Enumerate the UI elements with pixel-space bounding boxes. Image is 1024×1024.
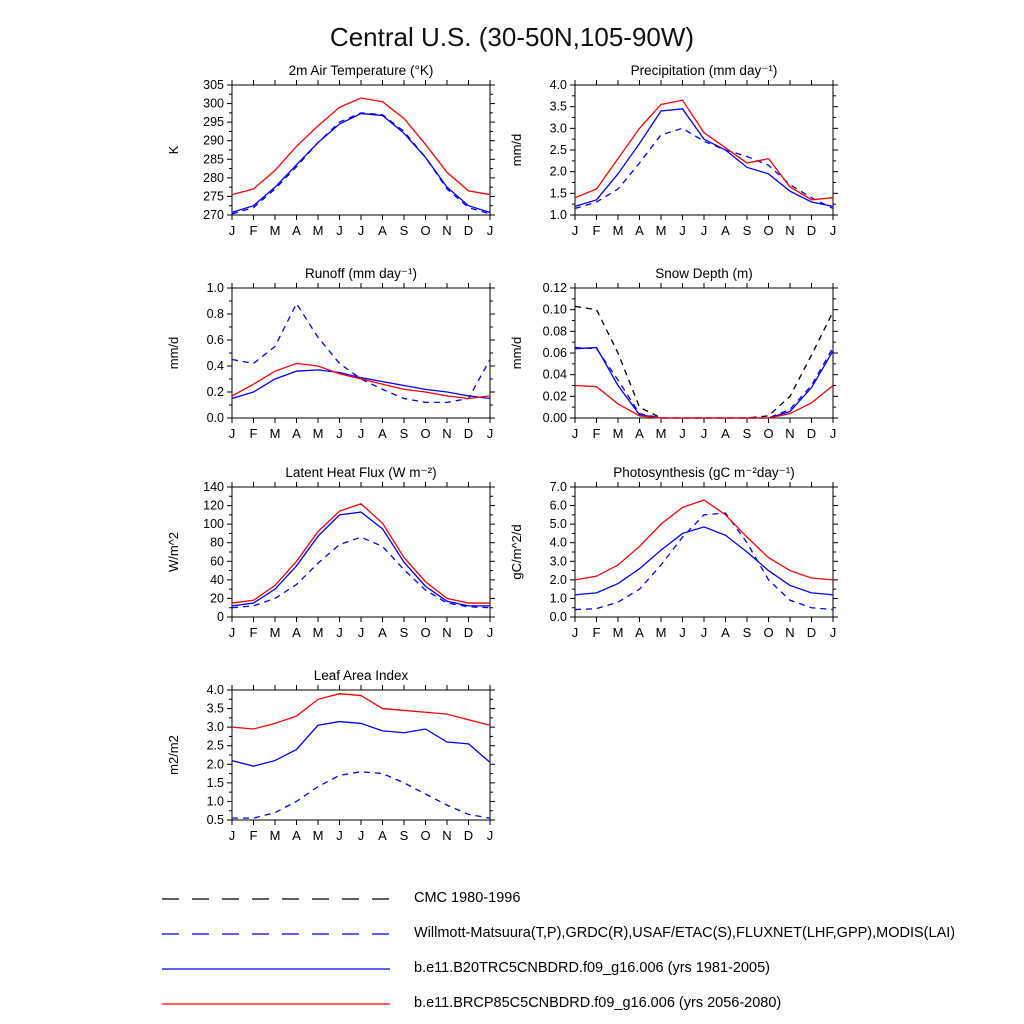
series-model-historical [232, 722, 490, 767]
legend [160, 880, 955, 1020]
svg-text:A: A [721, 223, 730, 238]
svg-text:F: F [592, 625, 601, 640]
svg-text:A: A [292, 828, 301, 843]
svg-text:A: A [378, 223, 387, 238]
legend-line-sample [160, 893, 392, 905]
svg-text:4.0: 4.0 [549, 535, 567, 550]
plot-frame [232, 85, 490, 215]
svg-text:N: N [442, 426, 452, 441]
plot-frame [575, 288, 833, 418]
svg-text:J: J [829, 426, 837, 441]
svg-text:3.0: 3.0 [549, 554, 567, 569]
plot-frame [575, 85, 833, 215]
svg-text:O: O [763, 223, 774, 238]
svg-text:D: D [806, 426, 817, 441]
svg-text:275: 275 [203, 189, 224, 204]
svg-text:M: M [312, 426, 324, 441]
series-model-rcp85 [575, 386, 833, 419]
svg-text:J: J [228, 223, 236, 238]
svg-text:0.0: 0.0 [549, 610, 567, 624]
svg-text:M: M [612, 625, 624, 640]
svg-text:J: J [228, 426, 236, 441]
svg-text:F: F [249, 828, 258, 843]
y-axis-label: mm/d [509, 133, 524, 167]
svg-text:1.0: 1.0 [549, 208, 567, 222]
chart-title: 2m Air Temperature (°K) [288, 63, 434, 78]
svg-text:J: J [357, 223, 365, 238]
svg-text:280: 280 [203, 170, 224, 185]
y-axis [550, 480, 838, 624]
svg-text:M: M [269, 426, 281, 441]
svg-text:F: F [249, 625, 258, 640]
svg-text:60: 60 [210, 554, 224, 569]
svg-text:S: S [742, 625, 752, 640]
svg-text:A: A [292, 625, 301, 640]
svg-text:4.0: 4.0 [206, 683, 224, 697]
air-temperature-canvas [164, 61, 506, 247]
series-obs-products [232, 304, 490, 403]
svg-text:F: F [592, 223, 601, 238]
plot-frame [232, 690, 490, 820]
svg-text:M: M [312, 625, 324, 640]
svg-text:O: O [420, 426, 431, 441]
svg-text:3.5: 3.5 [549, 99, 567, 114]
legend-label-historical: b.e11.B20TRC5CNBDRD.f09_g16.006 (yrs 1981-2005) [414, 959, 770, 976]
x-axis [572, 283, 837, 441]
svg-text:3.0: 3.0 [206, 720, 224, 735]
svg-text:J: J [336, 426, 343, 441]
svg-text:J: J [357, 426, 365, 441]
y-axis-label: mm/d [509, 336, 524, 370]
legend-line-sample [160, 963, 392, 975]
chart-latent-heat-flux [164, 463, 506, 649]
y-axis-label: gC/m^2/d [509, 524, 524, 580]
y-axis-label: K [166, 145, 181, 155]
svg-text:270: 270 [203, 208, 224, 222]
svg-text:2.0: 2.0 [549, 572, 567, 587]
x-axis [572, 482, 837, 640]
svg-text:J: J [679, 223, 686, 238]
svg-text:2.0: 2.0 [206, 757, 224, 772]
svg-text:F: F [592, 426, 601, 441]
svg-text:A: A [721, 625, 730, 640]
chart-snow-depth [507, 264, 849, 450]
chart-leaf-area-index [164, 666, 506, 852]
plot-frame [232, 487, 490, 617]
svg-text:M: M [269, 223, 281, 238]
x-axis [229, 482, 494, 640]
chart-title: Runoff (mm day⁻¹) [305, 266, 417, 281]
x-axis [229, 80, 494, 238]
svg-text:J: J [357, 625, 365, 640]
svg-text:J: J [571, 426, 579, 441]
svg-text:0: 0 [217, 610, 224, 624]
svg-text:N: N [442, 625, 452, 640]
svg-text:O: O [420, 223, 431, 238]
svg-text:N: N [785, 426, 795, 441]
chart-title: Leaf Area Index [313, 668, 409, 683]
svg-text:O: O [420, 625, 431, 640]
svg-text:1.0: 1.0 [206, 794, 224, 809]
latent-heat-flux-canvas [164, 463, 506, 649]
svg-text:140: 140 [203, 480, 224, 494]
svg-text:J: J [679, 426, 686, 441]
chart-title: Photosynthesis (gC m⁻²day⁻¹) [613, 465, 795, 480]
svg-text:J: J [829, 223, 837, 238]
svg-text:0.06: 0.06 [542, 346, 567, 360]
svg-text:A: A [292, 426, 301, 441]
series-model-rcp85 [575, 500, 833, 580]
svg-text:D: D [463, 828, 474, 843]
svg-text:J: J [571, 625, 579, 640]
runoff-canvas [164, 264, 506, 450]
x-axis [229, 685, 494, 843]
svg-text:D: D [463, 426, 474, 441]
svg-text:J: J [571, 223, 579, 238]
series-model-rcp85 [575, 100, 833, 200]
svg-text:3.5: 3.5 [206, 701, 224, 716]
photosynthesis-canvas [507, 463, 849, 649]
y-axis [207, 281, 495, 425]
x-axis [229, 283, 494, 441]
svg-text:5.0: 5.0 [549, 517, 567, 532]
svg-text:2.5: 2.5 [549, 143, 567, 157]
y-axis [203, 78, 495, 222]
y-axis-label: m2/m2 [166, 735, 181, 775]
svg-text:20: 20 [210, 591, 224, 606]
svg-text:J: J [228, 625, 236, 640]
legend-line-sample [160, 928, 392, 940]
legend-line-historical [160, 962, 392, 974]
snow-depth-canvas [507, 264, 849, 450]
svg-text:120: 120 [203, 498, 224, 513]
svg-text:4.0: 4.0 [549, 78, 567, 92]
chart-precipitation [507, 61, 849, 247]
legend-line-rcp85 [160, 997, 392, 1009]
legend-line-obs [160, 927, 392, 939]
svg-text:D: D [806, 223, 817, 238]
svg-text:O: O [763, 426, 774, 441]
legend-row-cmc [160, 880, 955, 915]
svg-text:M: M [269, 625, 281, 640]
svg-text:J: J [486, 828, 494, 843]
svg-text:J: J [336, 828, 343, 843]
svg-text:1.5: 1.5 [206, 775, 224, 790]
y-axis-label: W/m^2 [166, 531, 181, 573]
svg-text:1.5: 1.5 [549, 186, 567, 201]
svg-text:J: J [486, 625, 494, 640]
chart-runoff [164, 264, 506, 450]
svg-text:M: M [655, 625, 667, 640]
svg-text:0.04: 0.04 [542, 367, 567, 382]
svg-text:S: S [742, 426, 752, 441]
svg-text:0.00: 0.00 [542, 411, 567, 425]
series-model-historical [575, 109, 833, 207]
svg-text:0.2: 0.2 [206, 385, 224, 399]
svg-text:N: N [785, 223, 795, 238]
chart-title: Snow Depth (m) [655, 266, 753, 281]
plot-frame [575, 487, 833, 617]
svg-text:M: M [612, 426, 624, 441]
svg-text:3.0: 3.0 [549, 121, 567, 136]
series-obs-products [232, 537, 490, 608]
legend-row-rcp85 [160, 985, 955, 1020]
svg-text:7.0: 7.0 [549, 480, 567, 494]
svg-text:2.5: 2.5 [206, 738, 224, 753]
svg-text:M: M [612, 223, 624, 238]
svg-text:A: A [635, 223, 644, 238]
svg-text:0.5: 0.5 [206, 813, 224, 827]
svg-text:N: N [442, 223, 452, 238]
svg-text:J: J [228, 828, 236, 843]
svg-text:F: F [249, 223, 258, 238]
legend-row-historical [160, 950, 955, 985]
svg-text:N: N [442, 828, 452, 843]
svg-text:300: 300 [203, 96, 224, 111]
svg-text:J: J [357, 828, 365, 843]
svg-text:J: J [336, 625, 343, 640]
svg-text:A: A [635, 426, 644, 441]
chart-title: Latent Heat Flux (W m⁻²) [285, 465, 437, 480]
svg-text:0.8: 0.8 [206, 307, 224, 321]
series-model-historical [232, 114, 490, 213]
y-axis [543, 281, 838, 425]
svg-text:O: O [420, 828, 431, 843]
svg-text:S: S [399, 625, 409, 640]
svg-text:A: A [292, 223, 301, 238]
legend-label-cmc: CMC 1980-1996 [414, 889, 521, 906]
svg-text:D: D [806, 625, 817, 640]
legend-label-obs: Willmott-Matsuura(T,P),GRDC(R),USAF/ETAC(S),FLUXNET(LHF,GPP),MODIS(LAI) [414, 924, 956, 941]
svg-text:O: O [763, 625, 774, 640]
precipitation-canvas [507, 61, 849, 247]
y-axis [207, 683, 495, 827]
svg-text:A: A [378, 828, 387, 843]
series-model-historical [575, 348, 833, 418]
svg-text:A: A [378, 625, 387, 640]
svg-text:S: S [399, 223, 409, 238]
svg-text:M: M [269, 828, 281, 843]
svg-text:40: 40 [210, 572, 224, 587]
svg-text:290: 290 [203, 133, 224, 148]
svg-text:0.08: 0.08 [542, 324, 567, 339]
svg-text:N: N [785, 625, 795, 640]
svg-text:1.0: 1.0 [206, 281, 224, 295]
svg-text:A: A [378, 426, 387, 441]
series-obs-products [575, 128, 833, 208]
plot-frame [232, 288, 490, 418]
svg-text:J: J [336, 223, 343, 238]
svg-text:M: M [655, 426, 667, 441]
svg-text:S: S [399, 828, 409, 843]
svg-text:J: J [486, 223, 494, 238]
svg-text:100: 100 [203, 517, 224, 532]
leaf-area-index-canvas [164, 666, 506, 852]
svg-text:S: S [742, 223, 752, 238]
chart-photosynthesis [507, 463, 849, 649]
svg-text:0.12: 0.12 [542, 281, 567, 295]
svg-text:80: 80 [210, 535, 224, 550]
svg-text:0.02: 0.02 [542, 389, 567, 404]
svg-text:A: A [721, 426, 730, 441]
svg-text:A: A [635, 625, 644, 640]
series-model-historical [575, 527, 833, 595]
svg-text:J: J [700, 625, 708, 640]
legend-row-obs [160, 915, 955, 950]
legend-line-sample [160, 998, 392, 1010]
svg-text:J: J [829, 625, 837, 640]
y-axis-label: mm/d [166, 336, 181, 370]
svg-text:S: S [399, 426, 409, 441]
svg-text:305: 305 [203, 78, 224, 92]
svg-text:J: J [486, 426, 494, 441]
x-axis [572, 80, 837, 238]
series-model-historical [232, 512, 490, 606]
svg-text:2.0: 2.0 [549, 164, 567, 179]
svg-text:F: F [249, 426, 258, 441]
figure-title: Central U.S. (30-50N,105-90W) [329, 22, 695, 52]
svg-text:M: M [655, 223, 667, 238]
svg-text:J: J [679, 625, 686, 640]
svg-text:0.10: 0.10 [542, 302, 567, 317]
svg-text:1.0: 1.0 [549, 591, 567, 606]
svg-text:6.0: 6.0 [549, 498, 567, 513]
chart-title: Precipitation (mm day⁻¹) [630, 63, 778, 78]
svg-text:D: D [463, 625, 474, 640]
svg-text:D: D [463, 223, 474, 238]
series-obs-products [232, 113, 490, 214]
svg-text:295: 295 [203, 115, 224, 130]
series-obs-products [232, 772, 490, 818]
svg-text:J: J [700, 223, 708, 238]
svg-text:0.6: 0.6 [206, 333, 224, 347]
svg-text:0.4: 0.4 [206, 359, 224, 373]
series-model-rcp85 [232, 504, 490, 603]
svg-text:0.0: 0.0 [206, 411, 224, 425]
chart-air-temperature [164, 61, 506, 247]
legend-label-rcp85: b.e11.BRCP85C5CNBDRD.f09_g16.006 (yrs 2056-2080) [414, 994, 782, 1011]
svg-text:M: M [312, 223, 324, 238]
svg-text:285: 285 [203, 152, 224, 167]
legend-line-cmc [160, 892, 392, 904]
svg-text:J: J [700, 426, 708, 441]
svg-text:M: M [312, 828, 324, 843]
